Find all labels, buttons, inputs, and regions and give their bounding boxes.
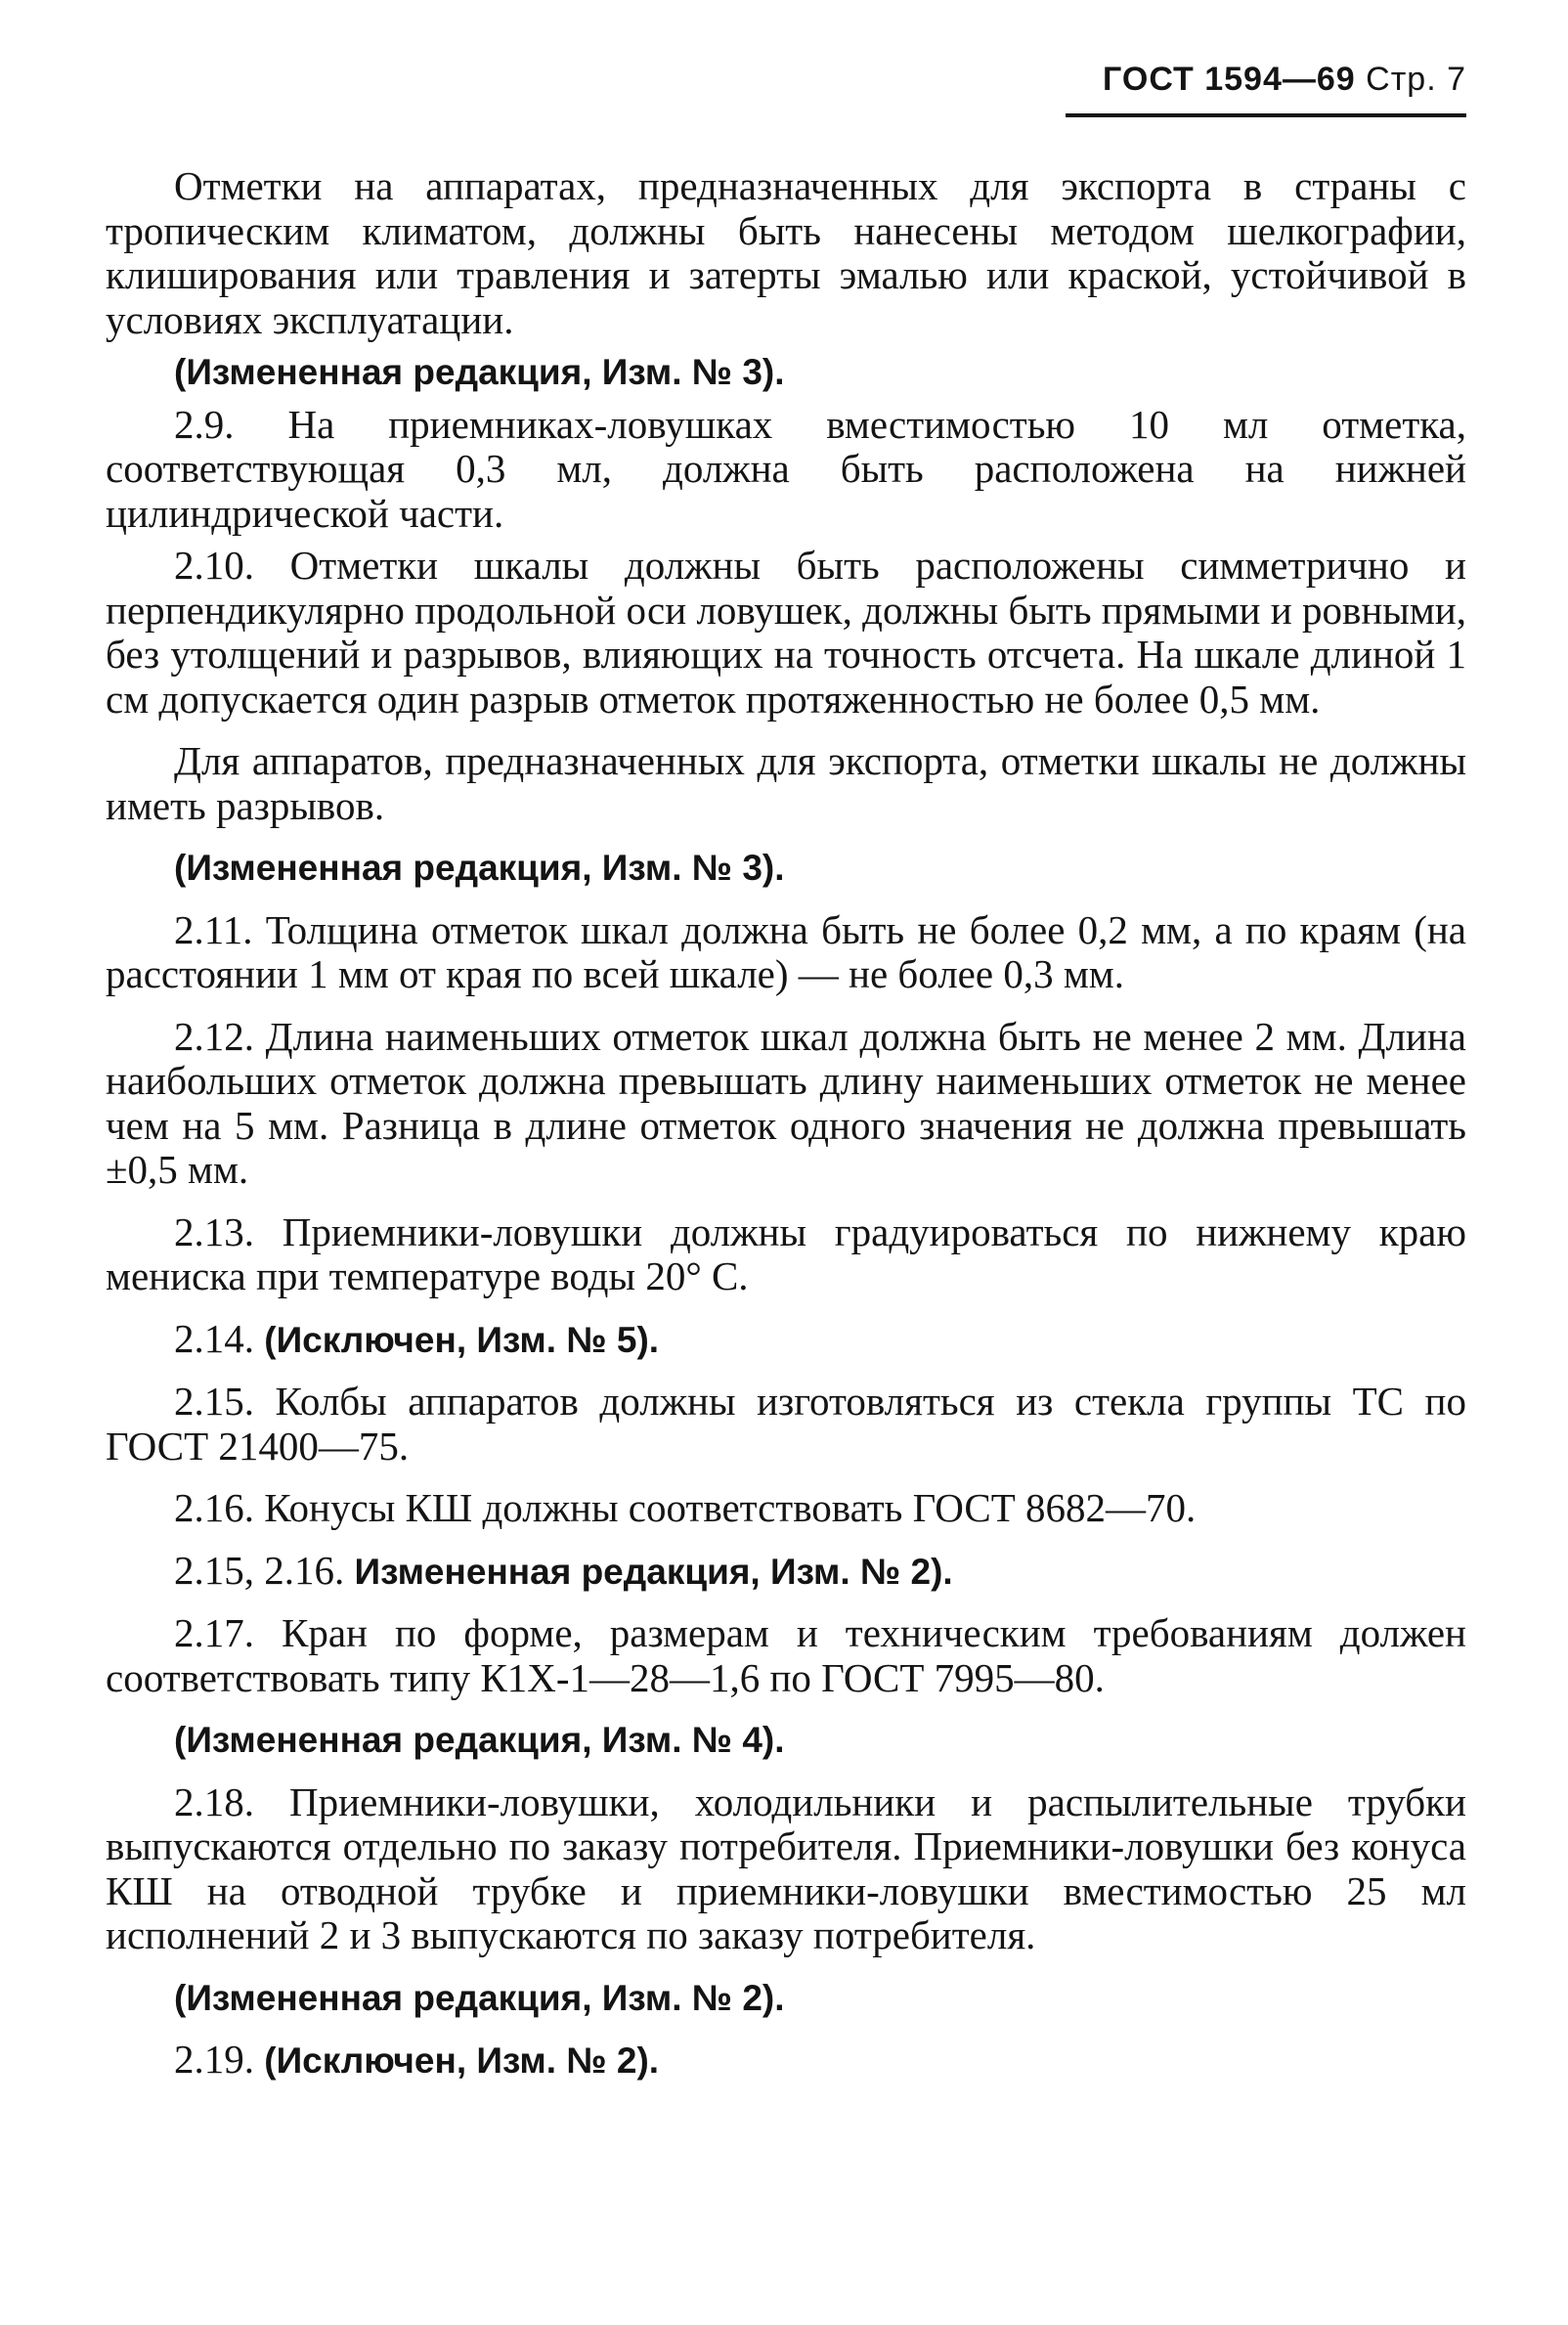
paragraph-2-15-2-16: [106, 1549, 1466, 1595]
paragraph-2-14: [106, 1317, 1466, 1363]
amendment-note: (Измененная редакция, Изм. № 3).: [174, 352, 785, 392]
excluded-note: (Исключен, Изм. № 2).: [264, 2040, 660, 2081]
paragraph-2-18: 2.18. Приемники-ловушки, холодильники и распылительные трубки выпускаются отдельно по заказу потребителя. Приемники-ловушки без конуса КШ на отводной трубке и приемники-ловушки вместимостью 25 мл исполнений 2 и 3 выпускаются по заказу потребителя.: [106, 1778, 1466, 1957]
paragraph-2-11: 2.11. Толщина отметок шкал должна быть не более 0,2 мм, а по краям (на расстоянии 1 мм от края по всей шкале) — не более 0,3 мм.: [106, 906, 1466, 996]
paragraph-2-16: 2.16. Конусы КШ должны соответствовать ГОСТ 8682—70.: [174, 1485, 1197, 1530]
amendment-note: (Измененная редакция, Изм. № 2).: [174, 1977, 785, 2018]
paragraph-number: 2.19.: [174, 2037, 254, 2082]
standard-number: ГОСТ 1594—69: [1103, 61, 1356, 98]
document-body: [106, 164, 1466, 2091]
paragraph-export-scale: Для аппаратов, предназначенных для экспорта, отметки шкалы не должны иметь разрывов.: [106, 738, 1466, 828]
paragraph-2-15: 2.15. Колбы аппаратов должны изготовляться из стекла группы ТС по ГОСТ 21400—75.: [106, 1379, 1466, 1469]
header-divider: [1066, 113, 1466, 117]
paragraph-2-17: 2.17. Кран по форме, размерам и техническим требованиям должен соответствовать типу К1Х-1—28—1,6 по ГОСТ 7995—80.: [106, 1610, 1466, 1700]
paragraph-2-10: 2.10. Отметки шкалы должны быть расположены симметрично и перпендикулярно продольной оси ловушек, должны быть прямыми и ровными, без утолщений и разрывов, влияющих на точность отсчета. На шкале длиной 1 см допускается один разрыв отметок протяженностью не более 0,5 мм.: [106, 543, 1466, 722]
paragraph-2-13: 2.13. Приемники-ловушки должны градуироваться по нижнему краю мениска при температуре воды 20° С.: [106, 1208, 1466, 1298]
paragraph-2-19: [106, 2038, 1466, 2084]
paragraph-number: 2.14.: [174, 1315, 254, 1361]
paragraph-2-9: 2.9. На приемниках-ловушках вместимостью 10 мл отметка, соответствующая 0,3 мл, должна быть расположена на нижней цилиндрической части.: [106, 401, 1466, 536]
excluded-note: (Исключен, Изм. № 5).: [264, 1319, 660, 1360]
page-header: [1103, 61, 1466, 99]
amendment-note: (Измененная редакция, Изм. № 3).: [174, 848, 785, 888]
paragraph-export-marks: Отметки на аппаратах, предназначенных для экспорта в страны с тропическим климатом, должны быть нанесены методом шелкографии, клиширования или травления и затерты эмалью или краской, устойчивой в условиях эксплуатации.: [106, 163, 1466, 342]
paragraph-2-12: 2.12. Длина наименьших отметок шкал должна быть не менее 2 мм. Длина наибольших отметок должна превышать длину наименьших отметок не менее чем на 5 мм. Разница в длине отметок одного значения не должна превышать ±0,5 мм.: [106, 1013, 1466, 1192]
paragraph-number: 2.15, 2.16.: [174, 1547, 345, 1593]
amendment-note: (Измененная редакция, Изм. № 4).: [174, 1720, 785, 1760]
page-number: Стр. 7: [1366, 61, 1466, 98]
amendment-inline-note: Измененная редакция, Изм. № 2).: [354, 1551, 953, 1592]
